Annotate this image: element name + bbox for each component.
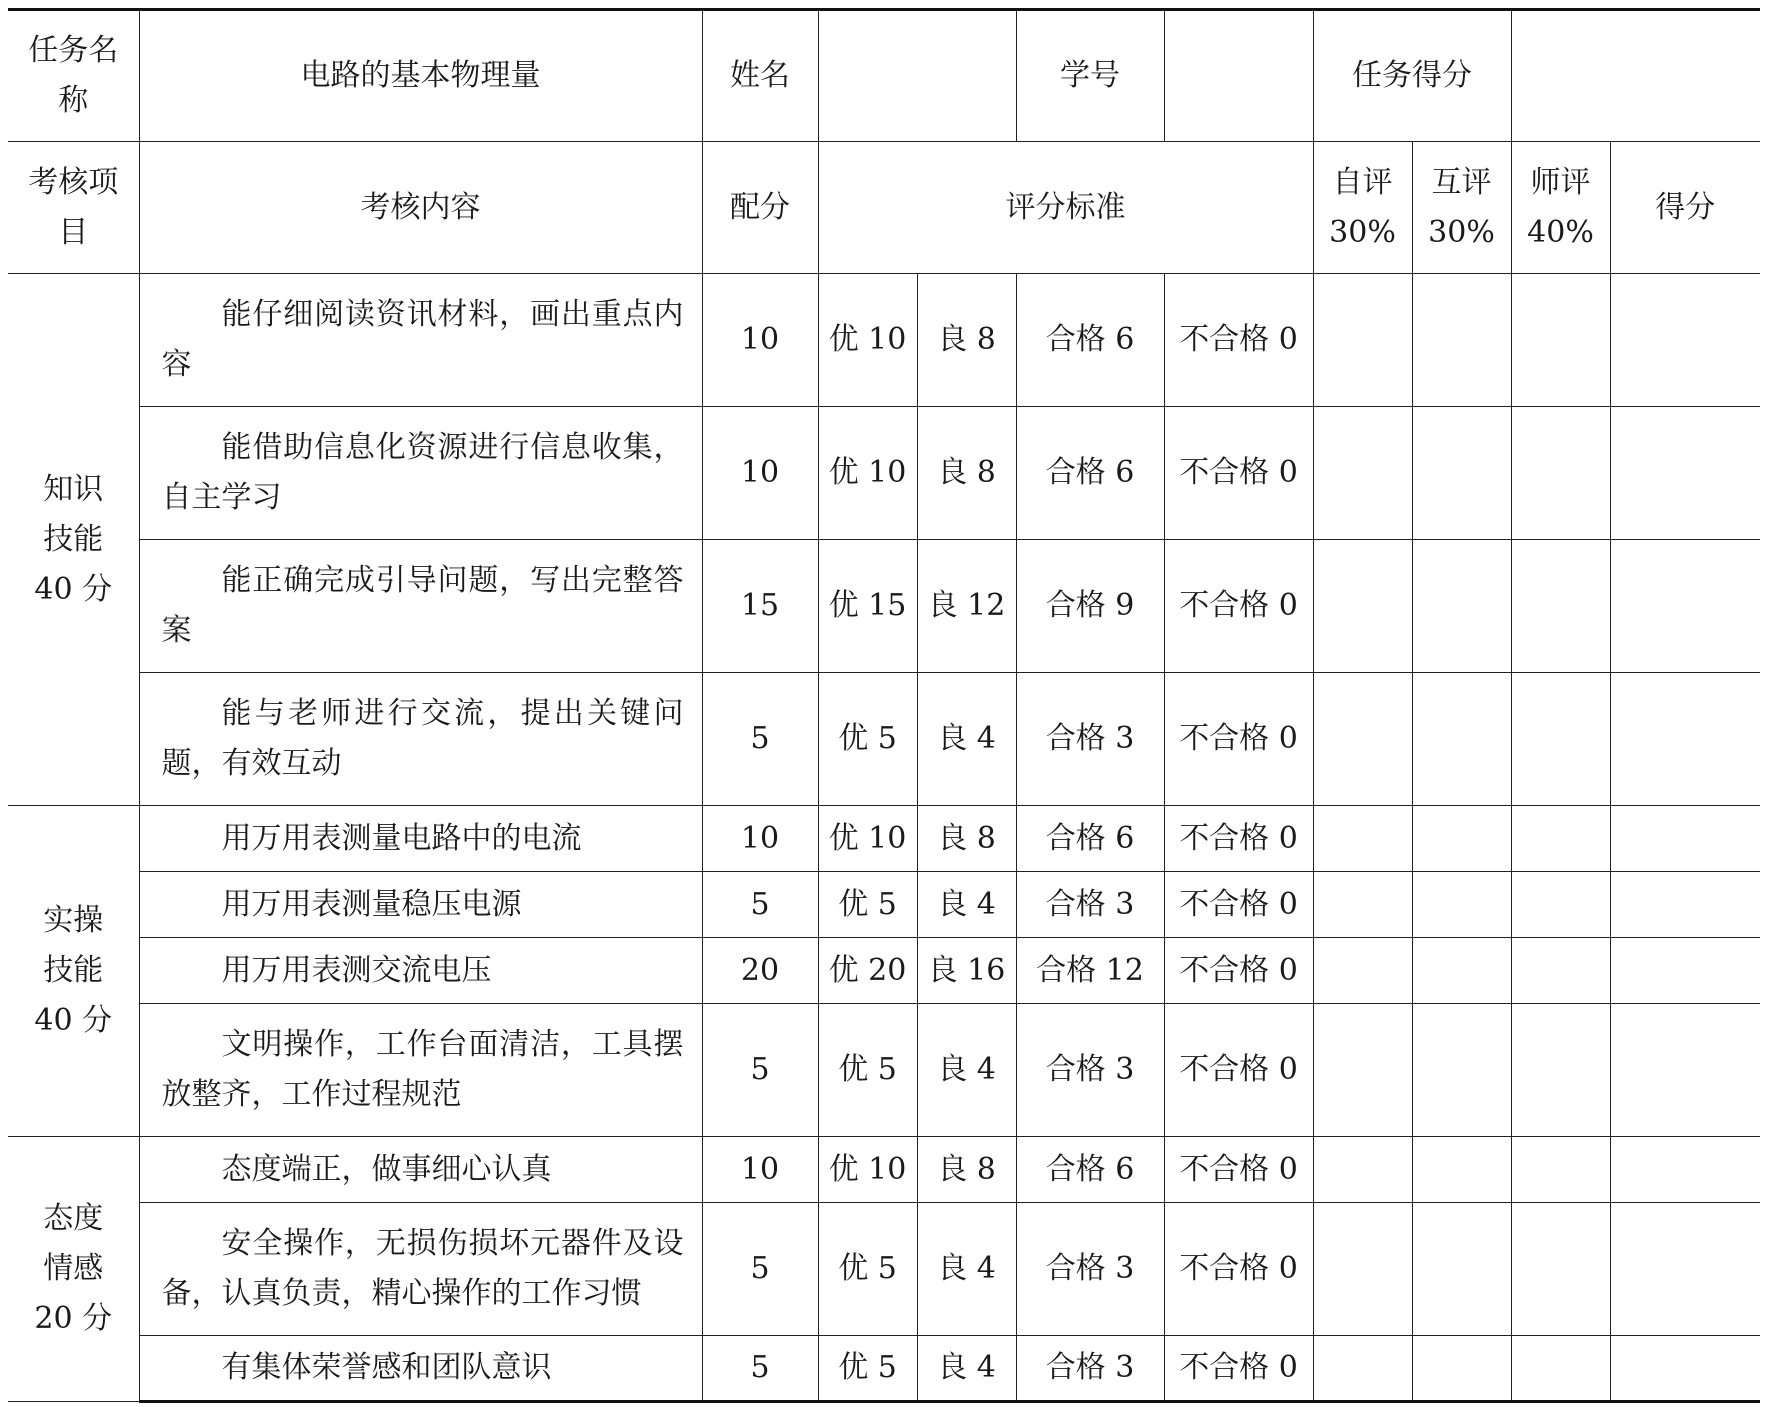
- total-score-cell[interactable]: [1610, 806, 1760, 872]
- teacher-score-cell[interactable]: [1511, 1004, 1610, 1137]
- peer-score-cell[interactable]: [1412, 872, 1511, 938]
- column-content: 考核内容: [139, 142, 702, 274]
- criteria-pass: 合格 3: [1016, 872, 1164, 938]
- teacher-score-cell[interactable]: [1511, 1137, 1610, 1203]
- criteria-excellent: 优 5: [818, 1004, 917, 1137]
- criteria-fail: 不合格 0: [1164, 1137, 1313, 1203]
- self-score-cell[interactable]: [1313, 1137, 1412, 1203]
- criteria-good: 良 8: [917, 806, 1016, 872]
- assessment-table-wrapper: [8, 8, 1760, 1403]
- teacher-score-cell[interactable]: [1511, 407, 1610, 540]
- task-name-label: 任务名称: [8, 10, 139, 142]
- total-score-cell[interactable]: [1610, 407, 1760, 540]
- criteria-pass: 合格 12: [1016, 938, 1164, 1004]
- criteria-good: 良 4: [917, 1004, 1016, 1137]
- table-row: [8, 1203, 1760, 1336]
- peer-score-cell[interactable]: [1412, 274, 1511, 407]
- row-content: 能与老师进行交流，提出关键问题，有效互动: [139, 673, 702, 806]
- teacher-score-cell[interactable]: [1511, 1203, 1610, 1336]
- self-score-cell[interactable]: [1313, 938, 1412, 1004]
- group-label-knowledge: 知识 技能 40 分: [8, 274, 139, 806]
- id-label: 学号: [1016, 10, 1164, 142]
- teacher-score-cell[interactable]: [1511, 274, 1610, 407]
- criteria-excellent: 优 10: [818, 407, 917, 540]
- criteria-fail: 不合格 0: [1164, 407, 1313, 540]
- column-item: 考核项目: [8, 142, 139, 274]
- self-score-cell[interactable]: [1313, 1004, 1412, 1137]
- criteria-good: 良 8: [917, 1137, 1016, 1203]
- total-score-cell[interactable]: [1610, 938, 1760, 1004]
- row-content: 文明操作，工作台面清洁，工具摆放整齐，工作过程规范: [139, 1004, 702, 1137]
- criteria-excellent: 优 5: [818, 872, 917, 938]
- teacher-score-cell[interactable]: [1511, 806, 1610, 872]
- self-score-cell[interactable]: [1313, 673, 1412, 806]
- criteria-good: 良 8: [917, 274, 1016, 407]
- peer-score-cell[interactable]: [1412, 806, 1511, 872]
- criteria-fail: 不合格 0: [1164, 806, 1313, 872]
- table-row: [8, 1336, 1760, 1402]
- row-points: 5: [702, 872, 818, 938]
- self-score-cell[interactable]: [1313, 1203, 1412, 1336]
- teacher-score-cell[interactable]: [1511, 673, 1610, 806]
- criteria-pass: 合格 6: [1016, 407, 1164, 540]
- column-score: 得分: [1610, 142, 1760, 274]
- self-score-cell[interactable]: [1313, 407, 1412, 540]
- row-content: 态度端正，做事细心认真: [139, 1137, 702, 1203]
- row-content: 有集体荣誉感和团队意识: [139, 1336, 702, 1402]
- table-row: [8, 872, 1760, 938]
- peer-score-cell[interactable]: [1412, 1137, 1511, 1203]
- total-score-cell[interactable]: [1610, 872, 1760, 938]
- teacher-score-cell[interactable]: [1511, 938, 1610, 1004]
- self-score-cell[interactable]: [1313, 540, 1412, 673]
- total-score-cell[interactable]: [1610, 1137, 1760, 1203]
- table-row: [8, 938, 1760, 1004]
- criteria-fail: 不合格 0: [1164, 1203, 1313, 1336]
- criteria-pass: 合格 9: [1016, 540, 1164, 673]
- criteria-pass: 合格 6: [1016, 1137, 1164, 1203]
- row-points: 10: [702, 806, 818, 872]
- criteria-excellent: 优 10: [818, 806, 917, 872]
- group-label-attitude: 态度 情感 20 分: [8, 1137, 139, 1402]
- criteria-good: 良 4: [917, 1336, 1016, 1402]
- column-teacher: 师评 40%: [1511, 142, 1610, 274]
- row-content: 安全操作，无损伤损坏元器件及设备，认真负责，精心操作的工作习惯: [139, 1203, 702, 1336]
- table-row: [8, 540, 1760, 673]
- criteria-excellent: 优 15: [818, 540, 917, 673]
- peer-score-cell[interactable]: [1412, 1203, 1511, 1336]
- total-score-cell[interactable]: [1610, 274, 1760, 407]
- criteria-pass: 合格 3: [1016, 673, 1164, 806]
- teacher-score-cell[interactable]: [1511, 872, 1610, 938]
- total-score-cell[interactable]: [1610, 540, 1760, 673]
- group-label-practical: 实操 技能 40 分: [8, 806, 139, 1137]
- column-peer: 互评 30%: [1412, 142, 1511, 274]
- table-row: [8, 407, 1760, 540]
- table-row: [8, 274, 1760, 407]
- task-score-label: 任务得分: [1313, 10, 1511, 142]
- criteria-excellent: 优 10: [818, 1137, 917, 1203]
- self-score-cell[interactable]: [1313, 274, 1412, 407]
- peer-score-cell[interactable]: [1412, 540, 1511, 673]
- criteria-excellent: 优 5: [818, 673, 917, 806]
- criteria-fail: 不合格 0: [1164, 872, 1313, 938]
- criteria-excellent: 优 10: [818, 274, 917, 407]
- column-criteria: 评分标准: [818, 142, 1313, 274]
- criteria-excellent: 优 5: [818, 1203, 917, 1336]
- column-points: 配分: [702, 142, 818, 274]
- criteria-fail: 不合格 0: [1164, 938, 1313, 1004]
- criteria-pass: 合格 3: [1016, 1203, 1164, 1336]
- row-points: 10: [702, 407, 818, 540]
- row-points: 20: [702, 938, 818, 1004]
- criteria-pass: 合格 6: [1016, 274, 1164, 407]
- criteria-good: 良 8: [917, 407, 1016, 540]
- peer-score-cell[interactable]: [1412, 673, 1511, 806]
- row-content: 用万用表测量电路中的电流: [139, 806, 702, 872]
- criteria-fail: 不合格 0: [1164, 540, 1313, 673]
- id-value[interactable]: [1164, 10, 1313, 142]
- total-score-cell[interactable]: [1610, 1004, 1760, 1137]
- criteria-good: 良 16: [917, 938, 1016, 1004]
- name-value[interactable]: [818, 10, 1016, 142]
- task-name-value: 电路的基本物理量: [139, 10, 702, 142]
- criteria-good: 良 4: [917, 872, 1016, 938]
- criteria-excellent: 优 5: [818, 1336, 917, 1402]
- row-content: 能仔细阅读资讯材料，画出重点内容: [139, 274, 702, 407]
- criteria-pass: 合格 6: [1016, 806, 1164, 872]
- criteria-fail: 不合格 0: [1164, 1336, 1313, 1402]
- table-row: [8, 1004, 1760, 1137]
- peer-score-cell[interactable]: [1412, 407, 1511, 540]
- self-score-cell[interactable]: [1313, 806, 1412, 872]
- column-self: 自评 30%: [1313, 142, 1412, 274]
- criteria-good: 良 12: [917, 540, 1016, 673]
- criteria-good: 良 4: [917, 673, 1016, 806]
- teacher-score-cell[interactable]: [1511, 540, 1610, 673]
- row-content: 能借助信息化资源进行信息收集，自主学习: [139, 407, 702, 540]
- row-points: 5: [702, 1203, 818, 1336]
- total-score-cell[interactable]: [1610, 1336, 1760, 1402]
- self-score-cell[interactable]: [1313, 872, 1412, 938]
- row-content: 用万用表测交流电压: [139, 938, 702, 1004]
- self-score-cell[interactable]: [1313, 1336, 1412, 1402]
- teacher-score-cell[interactable]: [1511, 1336, 1610, 1402]
- total-score-cell[interactable]: [1610, 673, 1760, 806]
- peer-score-cell[interactable]: [1412, 1004, 1511, 1137]
- criteria-fail: 不合格 0: [1164, 274, 1313, 407]
- peer-score-cell[interactable]: [1412, 938, 1511, 1004]
- table-row: [8, 806, 1760, 872]
- criteria-pass: 合格 3: [1016, 1336, 1164, 1402]
- assessment-table: [8, 8, 1760, 1403]
- task-score-value[interactable]: [1511, 10, 1760, 142]
- row-points: 15: [702, 540, 818, 673]
- header-row-task: [8, 10, 1760, 142]
- row-content: 用万用表测量稳压电源: [139, 872, 702, 938]
- row-points: 10: [702, 274, 818, 407]
- table-row: [8, 1137, 1760, 1203]
- row-points: 5: [702, 673, 818, 806]
- header-row-columns: [8, 142, 1760, 274]
- name-label: 姓名: [702, 10, 818, 142]
- row-points: 5: [702, 1004, 818, 1137]
- criteria-fail: 不合格 0: [1164, 1004, 1313, 1137]
- peer-score-cell[interactable]: [1412, 1336, 1511, 1402]
- total-score-cell[interactable]: [1610, 1203, 1760, 1336]
- row-points: 5: [702, 1336, 818, 1402]
- criteria-good: 良 4: [917, 1203, 1016, 1336]
- criteria-excellent: 优 20: [818, 938, 917, 1004]
- criteria-pass: 合格 3: [1016, 1004, 1164, 1137]
- row-points: 10: [702, 1137, 818, 1203]
- criteria-fail: 不合格 0: [1164, 673, 1313, 806]
- row-content: 能正确完成引导问题，写出完整答案: [139, 540, 702, 673]
- table-row: [8, 673, 1760, 806]
